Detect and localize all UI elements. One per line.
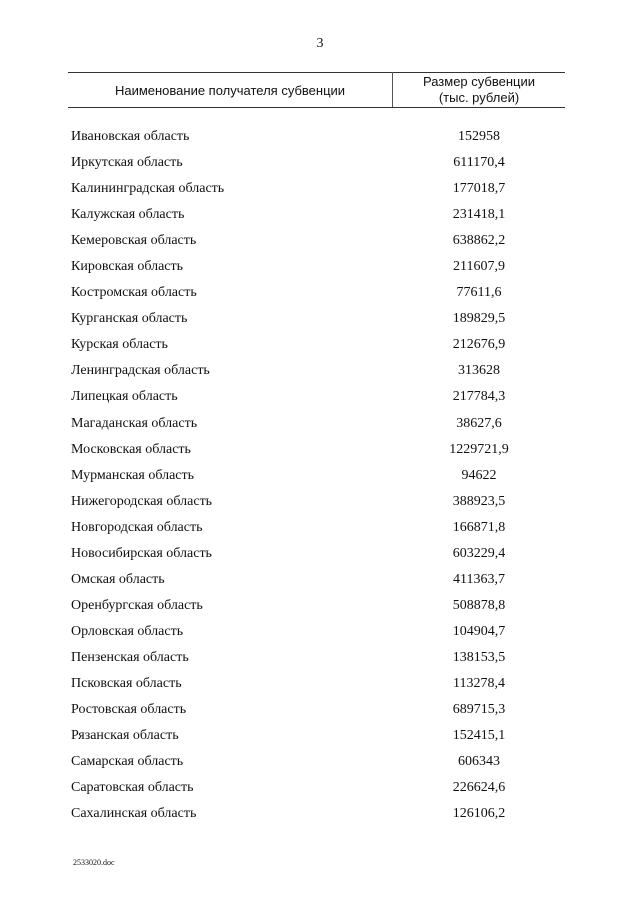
table-row bbox=[0, 671, 640, 697]
table-row bbox=[0, 749, 640, 775]
subvention-amount: 508878,8 bbox=[452, 597, 506, 613]
region-name: Курганская область bbox=[71, 311, 188, 327]
subvention-amount: 611170,4 bbox=[453, 155, 505, 171]
subvention-amount: 411363,7 bbox=[453, 571, 505, 587]
subvention-amount: 152958 bbox=[458, 129, 500, 144]
subvention-amount: 104904,7 bbox=[452, 623, 506, 639]
table-row bbox=[0, 306, 640, 332]
region-name: Оренбургская область bbox=[71, 597, 203, 613]
subvention-amount: 38627,6 bbox=[456, 415, 502, 431]
subvention-amount: 212676,9 bbox=[452, 337, 506, 353]
subvention-amount: 177018,7 bbox=[452, 181, 506, 197]
region-name: Кировская область bbox=[71, 259, 184, 275]
region-name: Рязанская область bbox=[71, 728, 179, 744]
table-body bbox=[0, 124, 640, 827]
subvention-amount: 166871,8 bbox=[452, 519, 506, 535]
table-row bbox=[0, 515, 640, 541]
subvention-amount: 689715,3 bbox=[452, 702, 506, 718]
table-row bbox=[0, 124, 640, 150]
region-name: Калининградская область bbox=[71, 181, 225, 197]
page-number: 3 bbox=[316, 36, 324, 51]
subvention-amount: 217784,3 bbox=[452, 389, 506, 405]
region-name: Самарская область bbox=[71, 754, 184, 770]
region-name: Ленинградская область bbox=[71, 363, 210, 379]
region-name: Саратовская область bbox=[71, 780, 194, 796]
region-name: Калужская область bbox=[71, 207, 185, 223]
subvention-amount: 606343 bbox=[458, 754, 500, 770]
region-name: Ивановская область bbox=[71, 129, 190, 144]
table-row bbox=[0, 775, 640, 801]
region-name: Курская область bbox=[71, 337, 168, 353]
subvention-amount: 211607,9 bbox=[453, 259, 505, 275]
region-name: Омская область bbox=[71, 571, 165, 587]
region-name: Московская область bbox=[71, 441, 191, 457]
header-recipient: Наименование получателя субвенции bbox=[114, 83, 346, 98]
table-row bbox=[0, 645, 640, 671]
table-row bbox=[0, 150, 640, 176]
table-row bbox=[0, 202, 640, 228]
header-amount-line2: (тыс. рублей) bbox=[438, 90, 520, 105]
region-name: Пензенская область bbox=[71, 649, 189, 665]
subvention-amount: 1229721,9 bbox=[449, 441, 509, 457]
subvention-amount: 152415,1 bbox=[452, 728, 506, 744]
table-row bbox=[0, 489, 640, 515]
table-row bbox=[0, 619, 640, 645]
table-row bbox=[0, 176, 640, 202]
subvention-amount: 77611,6 bbox=[456, 285, 502, 301]
region-name: Кемеровская область bbox=[71, 233, 197, 249]
table-row bbox=[0, 384, 640, 410]
table-row bbox=[0, 437, 640, 463]
subvention-amount: 126106,2 bbox=[452, 806, 506, 822]
header-top-rule bbox=[68, 72, 565, 73]
region-name: Костромская область bbox=[71, 285, 197, 301]
table-row bbox=[0, 593, 640, 619]
region-name: Псковская область bbox=[71, 675, 182, 691]
table-row bbox=[0, 254, 640, 280]
table-row bbox=[0, 280, 640, 306]
table-header bbox=[68, 72, 565, 108]
subvention-amount: 189829,5 bbox=[452, 311, 506, 327]
region-name: Сахалинская область bbox=[71, 806, 197, 822]
subvention-amount: 638862,2 bbox=[452, 233, 506, 249]
subvention-amount: 113278,4 bbox=[453, 675, 505, 691]
region-name: Иркутская область bbox=[71, 155, 183, 171]
table-row bbox=[0, 567, 640, 593]
table-row bbox=[0, 723, 640, 749]
table-row bbox=[0, 332, 640, 358]
subvention-amount: 94622 bbox=[461, 467, 497, 483]
region-name: Мурманская область bbox=[71, 467, 195, 483]
document-id: 2533020.doc bbox=[73, 858, 115, 867]
region-name: Нижегородская область bbox=[71, 493, 213, 509]
table-row bbox=[0, 411, 640, 437]
region-name: Новгородская область bbox=[71, 519, 203, 535]
table-row bbox=[0, 463, 640, 489]
subvention-amount: 226624,6 bbox=[452, 780, 506, 796]
table-row bbox=[0, 228, 640, 254]
subvention-amount: 388923,5 bbox=[452, 493, 506, 509]
subvention-amount: 138153,5 bbox=[452, 649, 506, 665]
region-name: Ростовская область bbox=[71, 702, 187, 718]
region-name: Новосибирская область bbox=[71, 545, 212, 561]
region-name: Липецкая область bbox=[71, 389, 178, 405]
subvention-amount: 313628 bbox=[458, 363, 500, 379]
header-amount bbox=[393, 74, 565, 106]
table-row bbox=[0, 541, 640, 567]
table-row bbox=[0, 801, 640, 827]
subvention-amount: 603229,4 bbox=[452, 545, 506, 561]
region-name: Орловская область bbox=[71, 623, 184, 639]
subvention-amount: 231418,1 bbox=[452, 207, 506, 223]
header-amount-line1: Размер субвенции bbox=[422, 74, 536, 89]
table-row bbox=[0, 697, 640, 723]
header-bottom-rule bbox=[68, 107, 565, 108]
table-row bbox=[0, 358, 640, 384]
region-name: Магаданская область bbox=[71, 415, 198, 431]
